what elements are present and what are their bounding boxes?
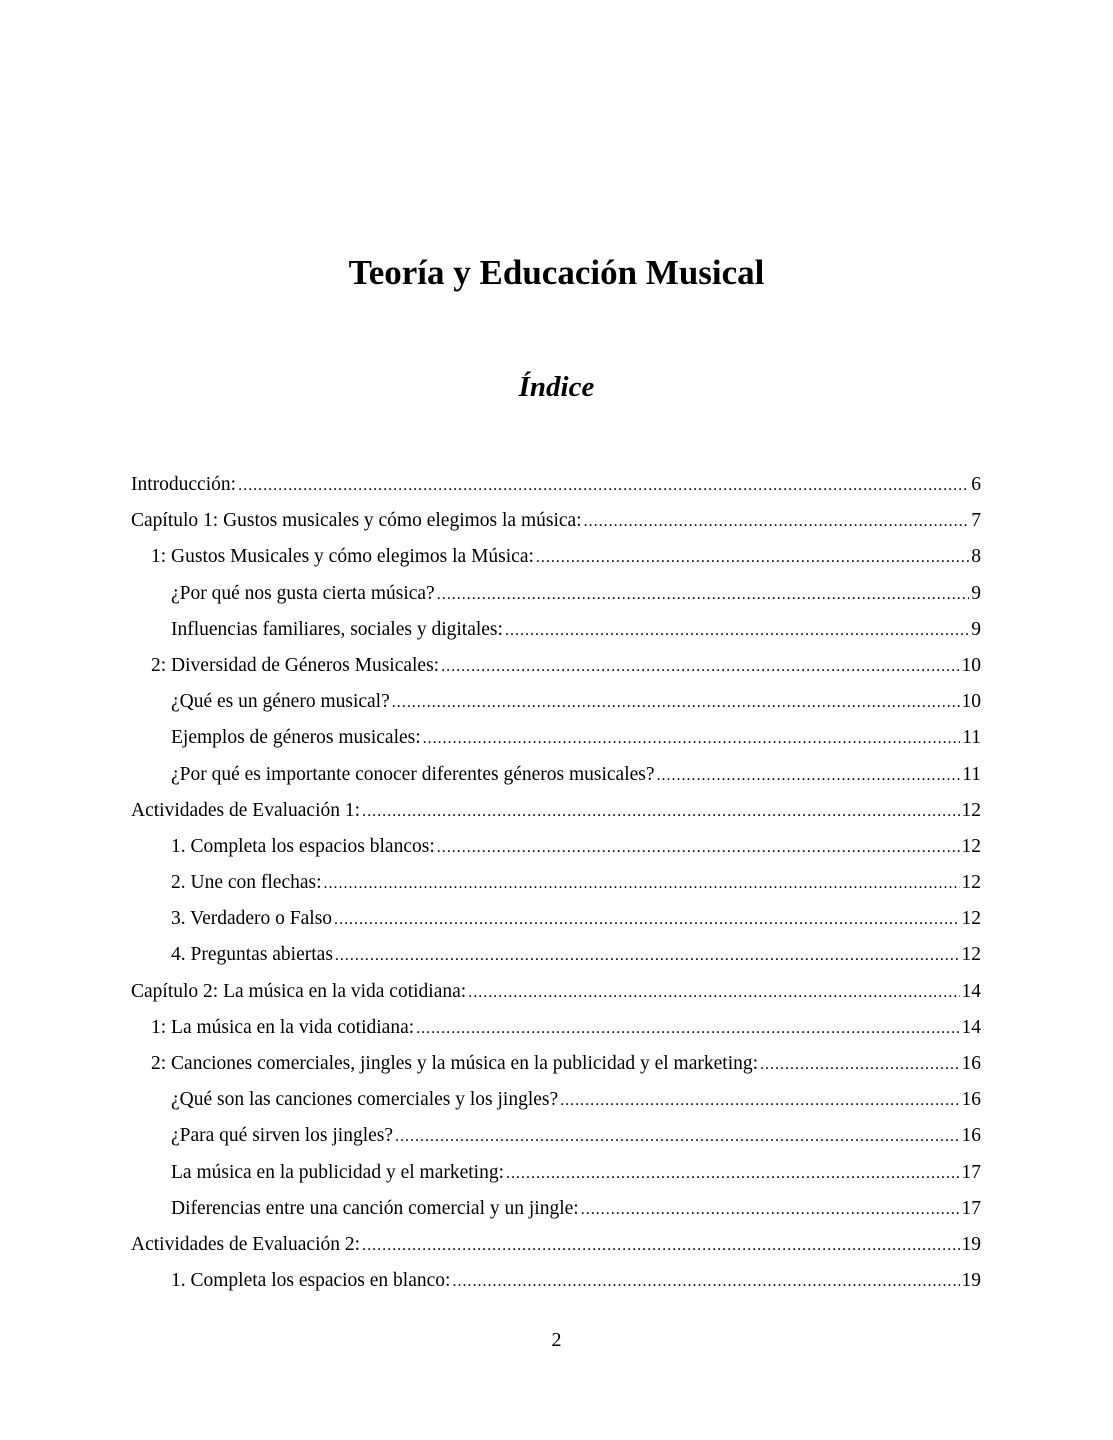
toc-entry-label: La música en la publicidad y el marketing: xyxy=(171,1161,505,1183)
toc-entry-page: 12 xyxy=(961,835,981,857)
toc-leader-dots xyxy=(437,830,960,865)
toc-leader-dots xyxy=(441,649,959,684)
toc-entry-label: 1: Gustos Musicales y cómo elegimos la Música: xyxy=(151,546,534,568)
toc-entry-page: 12 xyxy=(961,944,981,966)
toc-entry-page: 17 xyxy=(961,1197,981,1219)
toc-entry-label: Introducción: xyxy=(131,474,237,495)
toc-entry[interactable] xyxy=(131,1118,981,1154)
toc-entry[interactable] xyxy=(131,1155,981,1191)
toc-entry-page: 11 xyxy=(962,727,981,749)
toc-entry-label: Diferencias entre una canción comercial y un jingle: xyxy=(171,1197,579,1219)
toc-entry[interactable] xyxy=(131,539,981,575)
toc-entry-page: 7 xyxy=(971,510,981,532)
toc-entry-label: 1: La música en la vida cotidiana: xyxy=(151,1016,415,1038)
toc-leader-dots xyxy=(584,504,970,539)
toc-entry-page: 16 xyxy=(961,1053,981,1074)
toc-leader-dots xyxy=(760,1047,959,1082)
toc-entry-page: 8 xyxy=(971,546,981,568)
toc-entry[interactable] xyxy=(131,1010,981,1046)
toc-entry[interactable] xyxy=(131,1046,981,1082)
toc-leader-dots xyxy=(581,1192,960,1227)
toc-entry[interactable] xyxy=(131,612,981,648)
toc-entry-label: Capítulo 2: La música en la vida cotidiana: xyxy=(131,980,467,1002)
toc-leader-dots xyxy=(324,866,960,901)
toc-entry[interactable] xyxy=(131,865,981,901)
table-of-contents xyxy=(131,467,981,1299)
toc-entry-label: ¿Qué es un género musical? xyxy=(171,691,390,713)
toc-entry-page: 16 xyxy=(961,1089,981,1111)
toc-leader-dots xyxy=(335,938,960,973)
toc-leader-dots xyxy=(437,577,970,612)
toc-entry-label: ¿Por qué es importante conocer diferentes géneros musicales? xyxy=(171,763,655,785)
toc-leader-dots xyxy=(560,1083,959,1118)
toc-entry[interactable] xyxy=(131,648,981,684)
toc-entry[interactable] xyxy=(131,1082,981,1118)
toc-entry-page: 14 xyxy=(961,980,981,1002)
toc-entry-page: 19 xyxy=(961,1270,981,1292)
toc-entry[interactable] xyxy=(131,901,981,937)
toc-leader-dots xyxy=(362,1228,959,1263)
toc-entry[interactable] xyxy=(131,1263,981,1299)
toc-leader-dots xyxy=(392,685,960,720)
document-title: Teoría y Educación Musical xyxy=(348,253,765,292)
toc-entry-label: Actividades de Evaluación 1: xyxy=(131,799,361,821)
toc-entry-label: 2: Diversidad de Géneros Musicales: xyxy=(151,654,440,676)
toc-entry-page: 6 xyxy=(971,474,981,495)
toc-entry-label: 1. Completa los espacios blancos: xyxy=(171,835,435,857)
toc-leader-dots xyxy=(452,1264,959,1299)
toc-entry-label: Actividades de Evaluación 2: xyxy=(131,1233,361,1255)
toc-entry-label: 1. Completa los espacios en blanco: xyxy=(171,1270,451,1292)
toc-entry[interactable] xyxy=(131,757,981,793)
toc-entry[interactable] xyxy=(131,467,981,503)
toc-leader-dots xyxy=(416,1011,959,1046)
toc-entry-page: 9 xyxy=(971,582,981,604)
toc-entry-page: 10 xyxy=(961,654,981,676)
toc-entry-page: 10 xyxy=(961,691,981,713)
page-number: 2 xyxy=(551,1329,562,1351)
toc-entry-label: 3. Verdadero o Falso xyxy=(171,908,333,930)
toc-entry[interactable] xyxy=(131,576,981,612)
toc-entry-page: 16 xyxy=(961,1125,981,1147)
toc-entry-page: 17 xyxy=(961,1161,981,1183)
toc-leader-dots xyxy=(468,975,959,1010)
toc-entry-label: ¿Qué son las canciones comerciales y los jingles? xyxy=(171,1089,559,1111)
toc-leader-dots xyxy=(238,468,969,503)
toc-entry-label: ¿Por qué nos gusta cierta música? xyxy=(171,582,435,604)
toc-entry-page: 12 xyxy=(961,908,981,930)
toc-entry[interactable] xyxy=(131,1227,981,1263)
toc-entry-label: 2: Canciones comerciales, jingles y la música en la publicidad y el marketing: xyxy=(151,1053,759,1074)
toc-entry-label: Influencias familiares, sociales y digitales: xyxy=(171,618,503,640)
toc-entry[interactable] xyxy=(131,684,981,720)
toc-entry-label: 2. Une con flechas: xyxy=(171,872,322,894)
toc-entry[interactable] xyxy=(131,793,981,829)
toc-leader-dots xyxy=(536,540,969,575)
toc-leader-dots xyxy=(423,721,961,756)
toc-entry[interactable] xyxy=(131,503,981,539)
toc-heading: Índice xyxy=(518,371,595,403)
toc-entry-label: Ejemplos de géneros musicales: xyxy=(171,727,421,749)
toc-entry-page: 12 xyxy=(961,799,981,821)
toc-entry-page: 11 xyxy=(962,763,981,785)
toc-entry-page: 19 xyxy=(961,1233,981,1255)
toc-entry[interactable] xyxy=(131,1191,981,1227)
toc-entry-page: 14 xyxy=(961,1016,981,1038)
toc-entry[interactable] xyxy=(131,720,981,756)
toc-entry-label: 4. Preguntas abiertas xyxy=(171,944,333,966)
toc-entry[interactable] xyxy=(131,937,981,973)
toc-leader-dots xyxy=(657,758,961,793)
toc-leader-dots xyxy=(395,1119,959,1154)
toc-leader-dots xyxy=(362,794,959,829)
toc-entry-page: 12 xyxy=(961,872,981,894)
toc-entry[interactable] xyxy=(131,829,981,865)
toc-entry-label: ¿Para qué sirven los jingles? xyxy=(171,1125,394,1147)
toc-entry-page: 9 xyxy=(971,618,981,640)
toc-leader-dots xyxy=(334,902,959,937)
toc-leader-dots xyxy=(505,613,969,648)
toc-entry-label: Capítulo 1: Gustos musicales y cómo elegimos la música: xyxy=(131,510,582,532)
toc-entry[interactable] xyxy=(131,974,981,1010)
toc-leader-dots xyxy=(506,1156,959,1191)
